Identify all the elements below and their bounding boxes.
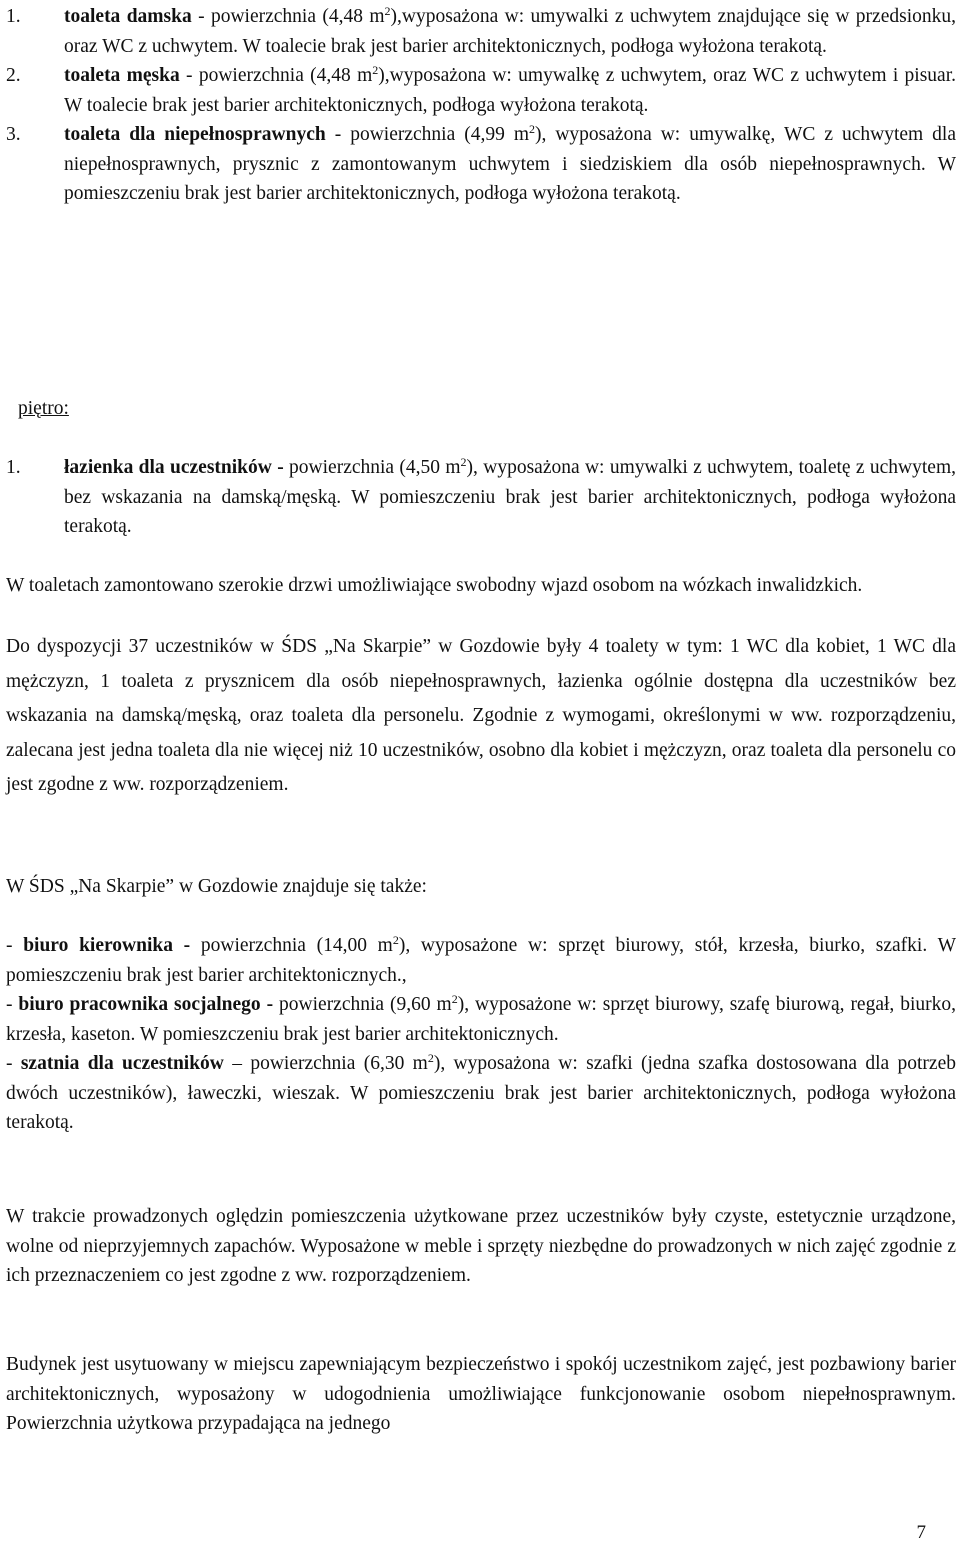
list-number: 1.: [6, 457, 21, 478]
list-item: [6, 1049, 956, 1138]
room-name: toaleta męska: [64, 65, 180, 86]
room-name: toaleta damska: [64, 6, 192, 27]
room-area: - powierzchnia (4,48 m: [179, 65, 373, 86]
room-area: – powierzchnia (6,30 m: [223, 1053, 428, 1074]
room-description: ), wyposażona w: szafki (jedna szafka dostosowana dla potrzeb dwóch uczestników), ławeczki, wieszak. W pomieszczeniu brak jest barier architektonicznych, podłoga wyłożona terakotą.: [6, 1053, 956, 1133]
superscript: 2: [384, 4, 391, 18]
room-name: łazienka dla uczestników -: [64, 457, 284, 478]
page-number: 7: [916, 1522, 926, 1543]
superscript: 2: [392, 933, 399, 947]
list-dash: -: [6, 1053, 21, 1074]
room-area: powierzchnia (9,60 m: [273, 994, 452, 1015]
room-description: ), wyposażona w: umywalki z uchwytem, toaletę z uchwytem, bez wskazania na damską/męską. W pomieszczeniu brak jest barier architektonicznych, podłoga wyłożona terakotą.: [64, 457, 956, 537]
paragraph-inspection: W trakcie prowadzonych oględzin pomieszczenia użytkowane przez uczestników były czyste, estetycznie urządzone, wolne od nieprzyjemnych zapachów. Wyposażone w meble i sprzęty niezbędne do prowadzonych w nich zajęć zgodnie z ich przeznaczeniem co jest zgodne z ww. rozporządzeniem.: [6, 1206, 956, 1286]
room-description: ),wyposażona w: umywalkę z uchwytem, oraz WC z uchwytem i pisuar. W toalecie brak jest barier architektonicznych, podłoga wyłożona terakotą.: [64, 65, 957, 116]
list-item: [6, 120, 956, 209]
paragraph-also-located: W ŚDS „Na Skarpie” w Gozdowie znajduje się także:: [6, 876, 427, 897]
room-name: toaleta dla niepełnosprawnych: [64, 124, 326, 145]
list-number: 3.: [6, 124, 21, 145]
other-rooms-list: [6, 931, 956, 1138]
superscript: 2: [460, 455, 467, 469]
list-dash: -: [6, 935, 24, 956]
room-area: powierzchnia (4,50 m: [283, 457, 461, 478]
list-item: [6, 990, 956, 1049]
room-description: ), wyposażona w: umywalkę, WC z uchwytem dla niepełnosprawnych, prysznic z zamontowanym uchwytem i siedziskiem dla osób niepełnosprawnych. W pomieszczeniu brak jest barier architektonicznych, podłoga wyłożona terakotą.: [64, 124, 957, 204]
room-area: - powierzchnia (4,48 m: [191, 6, 385, 27]
room-area: powierzchnia (14,00 m: [190, 935, 393, 956]
superscript: 2: [427, 1051, 434, 1065]
paragraph-building: Budynek jest usytuowany w miejscu zapewniającym bezpieczeństwo i spokój uczestnikom zajęć, jest pozbawiony barier architektonicznych, wyposażony w udogodnienia umożliwiające funkcjonowanie osobom niepełnosprawnym. Powierzchnia użytkowa przypadająca na jednego: [6, 1354, 956, 1434]
room-name: biuro kierownika -: [23, 935, 191, 956]
superscript: 2: [451, 992, 458, 1006]
floor-heading: piętro:: [18, 398, 69, 419]
list-item: [6, 931, 956, 990]
room-description: ), wyposażone w: sprzęt biurowy, stół, krzesła, biurko, szafki. W pomieszczeniu brak jest barier architektonicznych.,: [6, 935, 956, 986]
room-description: ), wyposażone w: sprzęt biurowy, szafę biurową, regał, biurko, krzesła, kaseton. W pomieszczeniu brak jest barier architektonicznych.: [6, 994, 956, 1045]
superscript: 2: [529, 122, 535, 136]
paragraph-doors: W toaletach zamontowano szerokie drzwi umożliwiające swobodny wjazd osobom na wózkach inwalidzkich.: [6, 575, 863, 596]
list-item: [6, 2, 956, 61]
floor-list: [6, 453, 956, 542]
room-name: biuro pracownika socjalnego -: [18, 994, 274, 1015]
list-number: 1.: [6, 6, 21, 27]
list-dash: -: [6, 994, 19, 1015]
room-description: ),wyposażona w: umywalki z uchwytem znajdujące się w przedsionku, oraz WC z uchwytem. W toalecie brak jest barier architektonicznych, podłoga wyłożona terakotą.: [64, 6, 956, 57]
list-number: 2.: [6, 65, 21, 86]
room-name: szatnia dla uczestników: [20, 1053, 224, 1074]
list-item: [6, 453, 956, 542]
paragraph-toilet-availability: Do dyspozycji 37 uczestników w ŚDS „Na Skarpie” w Gozdowie były 4 toalety w tym: 1 WC dla kobiet, 1 WC dla mężczyzn, 1 toaleta z prysznicem dla osób niepełnosprawnych, łazienka ogólnie dostępna dla uczestników bez wskazania na damską/męską, oraz toaleta dla personelu. Zgodnie z wymogami, określonymi w ww. rozporządzeniu, zalecana jest jedna toaleta dla nie więcej niż 10 uczestników, osobno dla kobiet i mężczyzn, oraz toaleta dla personelu co jest zgodne z ww. rozporządzeniem.: [6, 636, 956, 795]
toilets-list: [6, 2, 956, 209]
room-area: - powierzchnia (4,99 m: [325, 124, 529, 145]
superscript: 2: [372, 63, 379, 77]
list-item: [6, 61, 956, 120]
document-page: [6, 2, 957, 1434]
